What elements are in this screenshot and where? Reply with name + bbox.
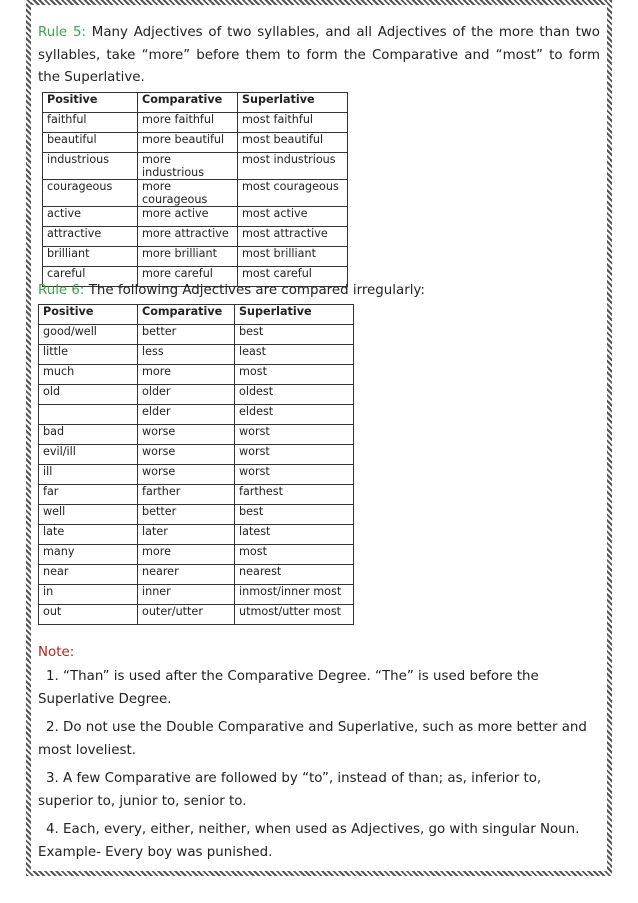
table-row [39,325,354,345]
cell-positive: late [39,525,138,545]
cell-superlative: most industrious [238,152,348,179]
cell-comparative: more [138,365,235,385]
note-item: 2. Do not use the Double Comparative and Superlative, such as more better and most loveliest. [38,720,587,758]
cell-positive: near [39,565,138,585]
note-item: 3. A few Comparative are followed by “to”, instead of than; as, inferior to, superior to, junior to, senior to. [38,771,542,809]
note-item: 1. “Than” is used after the Comparative Degree. “The” is used before the Superlative Degree. [38,669,539,707]
table-row [39,485,354,505]
rule6-paragraph [38,280,600,303]
cell-comparative: less [138,345,235,365]
header-superlative: Superlative [235,305,354,325]
cell-superlative: worst [235,445,354,465]
header-comparative: Comparative [138,92,238,112]
cell-positive: out [39,605,138,625]
cell-comparative: worse [138,425,235,445]
table-row [39,405,354,425]
cell-comparative: farther [138,485,235,505]
cell-superlative: inmost/inner most [235,585,354,605]
table-header-row [39,305,354,325]
cell-superlative: most [235,545,354,565]
table-row [43,132,348,152]
cell-positive: courageous [43,179,138,206]
cell-positive: active [43,206,138,226]
cell-positive: beautiful [43,132,138,152]
header-comparative: Comparative [138,305,235,325]
table-row [39,425,354,445]
rule5-paragraph [38,22,600,90]
table-row [39,385,354,405]
table-row [43,112,348,132]
cell-superlative: nearest [235,565,354,585]
cell-positive: far [39,485,138,505]
header-superlative: Superlative [238,92,348,112]
cell-comparative: more faithful [138,112,238,132]
rule6-text: The following Adjectives are compared irregularly: [88,282,425,298]
cell-superlative: best [235,505,354,525]
cell-superlative: farthest [235,485,354,505]
cell-comparative: elder [138,405,235,425]
cell-positive: little [39,345,138,365]
cell-superlative: most attractive [238,226,348,246]
cell-positive: bad [39,425,138,445]
cell-positive: many [39,545,138,565]
cell-superlative: most faithful [238,112,348,132]
cell-positive [39,405,138,425]
cell-comparative: inner [138,585,235,605]
cell-comparative: more beautiful [138,132,238,152]
page-content [38,26,600,864]
table-row [39,345,354,365]
cell-comparative: worse [138,465,235,485]
cell-positive: old [39,385,138,405]
cell-superlative: latest [235,525,354,545]
cell-comparative: outer/utter [138,605,235,625]
table-row [39,545,354,565]
cell-comparative: more careful [138,266,238,286]
cell-superlative: least [235,345,354,365]
cell-superlative: most [235,365,354,385]
cell-comparative: more [138,545,235,565]
rule5-label: Rule 5: [38,25,86,40]
note-list [38,666,600,864]
cell-positive: evil/ill [39,445,138,465]
cell-comparative: more attractive [138,226,238,246]
cell-comparative: worse [138,445,235,465]
cell-comparative: more courageous [138,179,238,206]
cell-positive: brilliant [43,246,138,266]
note-label: Note: [38,645,75,660]
cell-superlative: eldest [235,405,354,425]
rule5-table-clip [42,92,600,280]
table-row [39,505,354,525]
table-row [43,206,348,226]
cell-positive: careful [43,266,138,286]
cell-positive: ill [39,465,138,485]
rule5-text: Many Adjectives of two syllables, and all Adjectives of the more than two syllables, take “more” before them to form the Comparative and “most” to form the Superlative. [38,25,600,85]
header-positive: Positive [39,305,138,325]
cell-comparative: better [138,325,235,345]
cell-superlative: most beautiful [238,132,348,152]
note-item: 4. Each, every, either, neither, when used as Adjectives, go with singular Noun. Example- Every boy was punished. [38,822,580,860]
table-row [39,465,354,485]
cell-positive: attractive [43,226,138,246]
table-row [43,152,348,179]
table-row [39,605,354,625]
cell-superlative: utmost/utter most [235,605,354,625]
table-header-row [43,92,348,112]
cell-superlative: most courageous [238,179,348,206]
table-row [43,226,348,246]
cell-positive: in [39,585,138,605]
cell-superlative: worst [235,465,354,485]
cell-superlative: most careful [238,266,348,286]
cell-superlative: most brilliant [238,246,348,266]
cell-superlative: most active [238,206,348,226]
header-positive: Positive [43,92,138,112]
cell-positive: faithful [43,112,138,132]
cell-comparative: more industrious [138,152,238,179]
cell-comparative: nearer [138,565,235,585]
rule5-table [42,92,348,287]
cell-comparative: later [138,525,235,545]
cell-comparative: older [138,385,235,405]
cell-positive: well [39,505,138,525]
cell-comparative: better [138,505,235,525]
table-row [43,179,348,206]
cell-positive: good/well [39,325,138,345]
table-row [39,365,354,385]
table-row [39,585,354,605]
cell-superlative: worst [235,425,354,445]
cell-superlative: oldest [235,385,354,405]
cell-superlative: best [235,325,354,345]
table-row [39,525,354,545]
rule6-label: Rule 6: [38,282,85,298]
table-row [39,445,354,465]
table-row [39,565,354,585]
cell-comparative: more brilliant [138,246,238,266]
table-row [43,246,348,266]
cell-comparative: more active [138,206,238,226]
rule6-table [38,304,354,625]
cell-positive: industrious [43,152,138,179]
cell-positive: much [39,365,138,385]
